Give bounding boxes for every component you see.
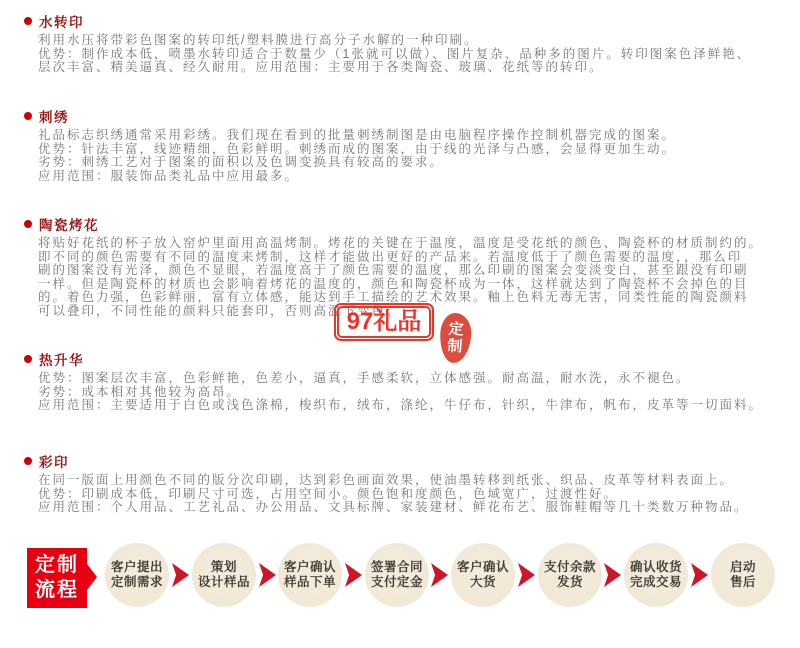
arrow-right-icon	[691, 563, 708, 587]
watermark-logo-text: 97礼品	[346, 308, 422, 335]
body-line: 刷的图案没有光泽，颜色不显眼，若温度高于了颜色需要的温度，那么印刷的图案会变淡变白，甚至跟没有印刷	[38, 263, 749, 277]
step-label: 支付余款	[543, 559, 596, 574]
body-line: 层次丰富、精美逼真、经久耐用。应用范围：主要用于各类陶瓷、玻璃、花纸等的转印。	[38, 60, 604, 74]
section-heading-row	[24, 452, 796, 470]
process-step-5	[451, 543, 515, 607]
step-label: 完成交易	[629, 575, 682, 589]
arrow-right-icon	[431, 563, 448, 587]
process-title-line1: 定制	[35, 554, 79, 576]
body-line: 在同一版面上用颜色不同的版分次印刷，达到彩色画面效果，使油墨转移到纸张、织品、皮革等材料表面上。	[38, 473, 735, 487]
step-label: 发货	[556, 575, 583, 589]
section-thermal-sublimation	[24, 350, 796, 413]
section-color-printing	[24, 452, 796, 515]
body-line: 优势：印刷成本低，印刷尺寸可选，占用空间小。颜色饱和度颜色，色域宽广，过渡性好。	[38, 486, 619, 501]
step-label: 策划	[210, 559, 237, 574]
arrow-right-icon	[172, 563, 189, 587]
body-line: 应用范围：主要适用于白色或浅色涤棉，梭织布，绒布，涤纶，牛仔布，针织，牛津布，帆布，皮革等一切面料。	[38, 398, 764, 412]
process-step-2	[192, 543, 256, 607]
arrow-right-icon	[604, 563, 621, 587]
process-step-1	[105, 543, 169, 607]
body-line: 优势：制作成本低，喷墨水转印适合于数量少（1张就可以做）、图片复杂、品种多的图片。转印图案色泽鲜艳、	[38, 46, 752, 61]
section-embroidery	[24, 107, 796, 183]
body-line: 应用范围：个人用品、工艺礼品、办公用品、文具标牌、家装建材、鲜花布艺、服饰鞋帽等几十类数万种物品。	[38, 500, 749, 514]
step-label: 样品下单	[283, 575, 336, 589]
body-line: 礼品标志织绣通常采用彩绣。我们现在看到的批量刺绣制图是由电脑程序操作控制机器完成的图案。	[38, 128, 677, 142]
section-heading-row	[24, 350, 796, 368]
bullet-icon	[24, 17, 32, 25]
step-label: 客户确认	[456, 559, 509, 574]
body-line: 可以叠印，不同性能的颜料只能套印，否则高温下变色。	[38, 303, 401, 318]
bullet-icon	[24, 220, 32, 228]
section-body	[38, 372, 796, 413]
step-label: 售后	[729, 575, 756, 589]
process-step-6	[538, 543, 602, 607]
watermark-logo-frame	[337, 306, 431, 338]
body-line: 利用水压将带彩色图案的转印纸/塑料膜进行高分子水解的一种印刷。	[38, 33, 479, 47]
section-body	[38, 474, 796, 515]
body-line: 的。着色力强，色彩鲜丽，富有立体感，能达到手工描绘的艺术效果。釉上色料无毒无害，同类性能的陶瓷颜料	[38, 290, 749, 304]
process-title-badge	[27, 548, 87, 608]
section-heading: 彩印	[39, 455, 69, 470]
body-line: 劣势：成本相对其他较为高昂。	[38, 384, 242, 399]
step-label: 签署合同	[370, 559, 423, 574]
body-line: 一样。但是陶瓷杯的材质也会影响着烤花的温度的，颜色和陶瓷杯成为一体，这样就达到了陶瓷杯不会掉色的目	[38, 276, 749, 291]
body-line: 劣势：刺绣工艺对于图案的面积以及色调变换具有较高的要求。	[38, 155, 445, 169]
process-step-7	[624, 543, 688, 607]
section-heading: 陶瓷烤花	[39, 218, 99, 233]
section-body	[38, 129, 796, 183]
step-label: 客户确认	[283, 559, 336, 574]
body-line: 应用范围：服装饰品类礼品中应用最多。	[38, 168, 300, 183]
section-heading: 热升华	[39, 353, 84, 368]
bullet-icon	[24, 355, 32, 363]
arrow-right-icon	[259, 563, 276, 587]
body-line: 优势：针法丰富，线迹精细，色彩鲜明。刺绣而成的图案，由于线的光泽与凸感，会显得更加生动。	[38, 141, 677, 156]
section-heading: 水转印	[39, 15, 84, 30]
body-line: 即不同的颜色需要有不同的温度来烤制，这样才能做出更好的产品来。若温度低于了颜色需要的温度，，那么印	[38, 249, 743, 264]
bullet-icon	[24, 457, 32, 465]
arrow-right-icon	[345, 563, 362, 587]
seal-char-top: 定	[448, 320, 465, 339]
step-label: 客户提出	[110, 559, 163, 574]
step-label: 大货	[469, 575, 496, 589]
process-step-3	[278, 543, 342, 607]
watermark-logo	[334, 303, 434, 341]
section-heading-row	[24, 215, 796, 233]
step-label: 启动	[729, 559, 756, 574]
bullet-icon	[24, 112, 32, 120]
process-title-line2: 流程	[35, 579, 79, 601]
section-water-transfer	[24, 12, 796, 75]
section-heading: 刺绣	[39, 110, 69, 125]
seal-char-bottom: 制	[446, 337, 463, 356]
step-label: 支付定金	[370, 575, 423, 589]
section-heading-row	[24, 107, 796, 125]
process-step-4	[365, 543, 429, 607]
process-title-pointer-icon	[87, 564, 97, 590]
body-line: 优势：图案层次丰富，色彩鲜艳，色差小，逼真，手感柔软，立体感强。耐高温，耐水洗，永不褪色。	[38, 371, 691, 385]
arrow-right-icon	[518, 563, 535, 587]
body-line: 将贴好花纸的杯子放入窑炉里面用高温烤制。烤花的关键在于温度，温度是受花纸的颜色、陶瓷杯的材质制约的。	[38, 236, 764, 250]
process-flow	[0, 540, 800, 620]
section-heading-row	[24, 12, 796, 30]
step-label: 定制需求	[110, 575, 163, 589]
section-body	[38, 34, 796, 75]
process-step-8	[711, 543, 775, 607]
step-label: 设计样品	[197, 575, 250, 589]
step-label: 确认收货	[629, 559, 682, 574]
